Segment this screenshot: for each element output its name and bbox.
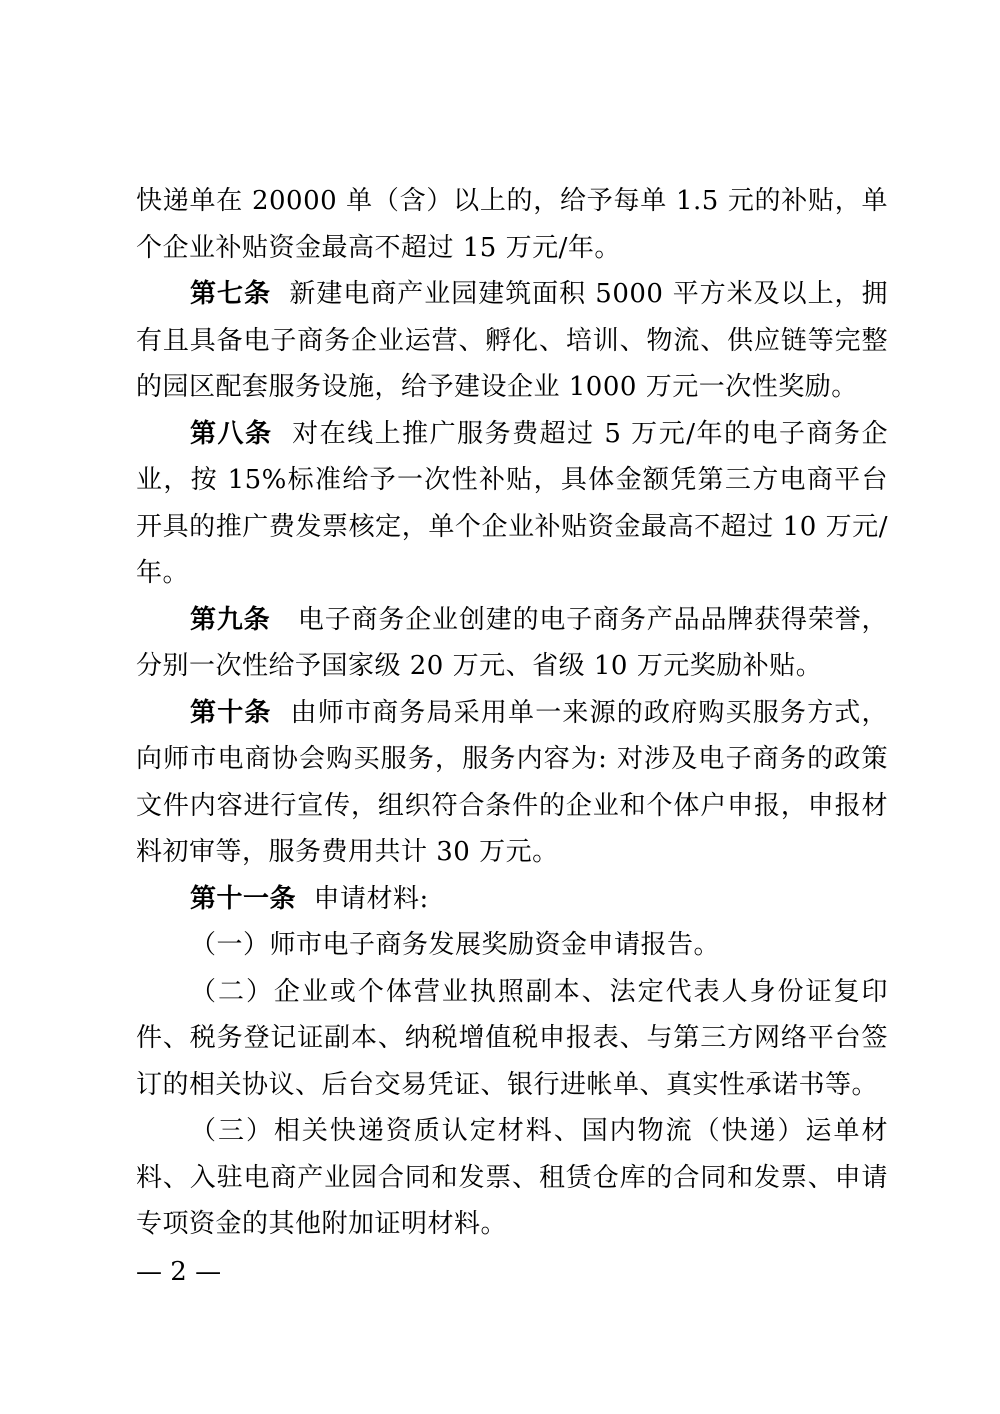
- article-heading: 第八条: [190, 418, 273, 449]
- list-item-1: [136, 922, 888, 969]
- paragraph-text: 对在线上推广服务费超过 5 万元/年的电子商务企业，按 15%标准给予一次性补贴，具体金额凭第三方电商平台开具的推广费发票核定，单个企业补贴资金最高不超过 10 万元/年。: [136, 418, 888, 588]
- article-9: [136, 597, 888, 690]
- paragraph-text: （三）相关快递资质认定材料、国内物流（快递）运单材料、入驻电商产业园合同和发票、租赁仓库的合同和发票、申请专项资金的其他附加证明材料。: [136, 1116, 888, 1239]
- paragraph-text: 电子商务企业创建的电子商务产品品牌获得荣誉，分别一次性给予国家级 20 万元、省级 10 万元奖励补贴。: [136, 604, 888, 681]
- article-heading: 第九条: [190, 604, 271, 635]
- paragraph-text: 快递单在 20000 单（含）以上的，给予每单 1.5 元的补贴，单个企业补贴资金最高不超过 15 万元/年。: [136, 186, 888, 263]
- paragraph-text: 申请材料:: [313, 883, 429, 914]
- paragraph-continuation: [136, 178, 888, 271]
- paragraph-text: （一）师市电子商务发展奖励资金申请报告。: [190, 930, 721, 960]
- article-7: [136, 271, 888, 411]
- article-heading: 第七条: [190, 279, 271, 309]
- list-item-2: [136, 969, 888, 1109]
- list-item-3: [136, 1108, 888, 1248]
- paragraph-text: 由师市商务局采用单一来源的政府购买服务方式，向师市电商协会购买服务，服务内容为: 对涉及电子商务的政策文件内容进行宣传，组织符合条件的企业和个体户申报，申报材料初审等，服务费用共计 30 万元。: [136, 697, 888, 867]
- page-number: — 2 —: [136, 1257, 222, 1287]
- body-text: [136, 178, 888, 1248]
- article-heading: 第十条: [190, 697, 272, 728]
- paragraph-text: 新建电商产业园建筑面积 5000 平方米及以上，拥有且具备电子商务企业运营、孵化、培训、物流、供应链等完整的园区配套服务设施，给予建设企业 1000 万元一次性奖励。: [136, 279, 889, 402]
- paragraph-text: （二）企业或个体营业执照副本、法定代表人身份证复印件、税务登记证副本、纳税增值税申报表、与第三方网络平台签订的相关协议、后台交易凭证、银行进帐单、真实性承诺书等。: [136, 976, 888, 1100]
- article-11: [136, 876, 888, 923]
- article-heading: 第十一条: [190, 883, 297, 914]
- article-8: [136, 411, 888, 597]
- article-10: [136, 690, 888, 876]
